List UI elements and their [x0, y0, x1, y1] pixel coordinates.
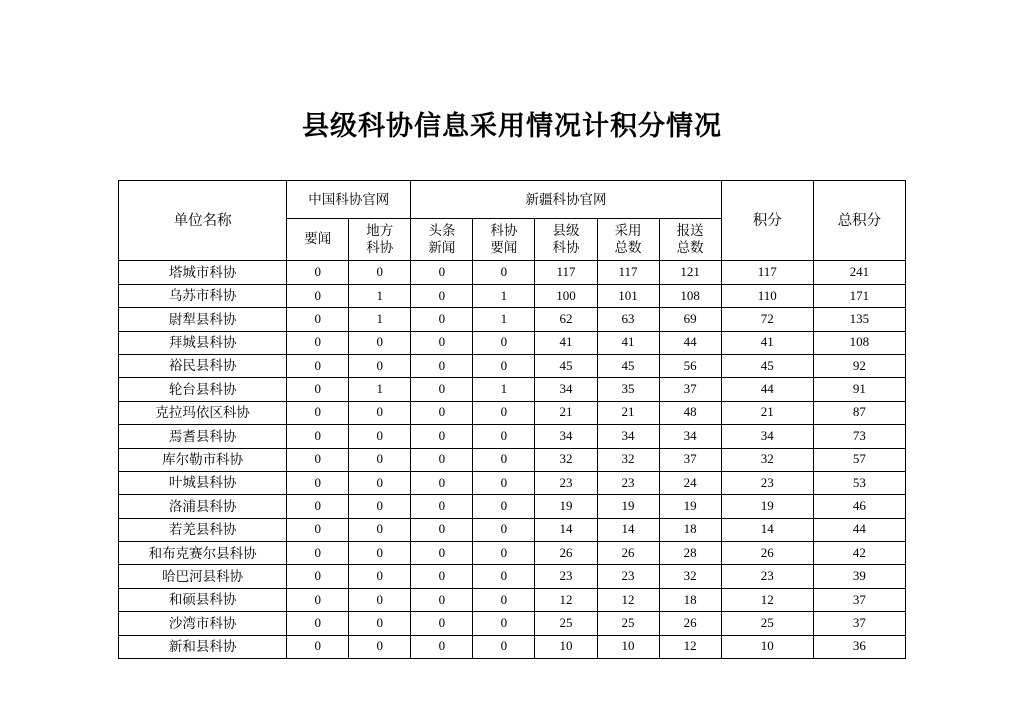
- cell-total: 135: [813, 308, 905, 331]
- cell-value: 48: [659, 401, 721, 424]
- cell-total: 37: [813, 612, 905, 635]
- cell-value: 1: [349, 308, 411, 331]
- cell-value: 62: [535, 308, 597, 331]
- header-sub-toutiao-line2: 新闻: [428, 239, 456, 255]
- cell-value: 101: [597, 284, 659, 307]
- cell-score: 12: [721, 588, 813, 611]
- cell-value: 0: [287, 565, 349, 588]
- table-row: [119, 425, 906, 448]
- cell-value: 0: [473, 331, 535, 354]
- cell-value: 0: [411, 261, 473, 284]
- table-row: [119, 354, 906, 377]
- cell-value: 45: [597, 354, 659, 377]
- cell-value: 121: [659, 261, 721, 284]
- header-sub-xianji-line1: 县级: [552, 223, 580, 239]
- cell-value: 37: [659, 448, 721, 471]
- cell-value: 0: [411, 448, 473, 471]
- cell-value: 56: [659, 354, 721, 377]
- cell-unit: 叶城县科协: [119, 471, 287, 494]
- cell-total: 91: [813, 378, 905, 401]
- cell-value: 63: [597, 308, 659, 331]
- cell-unit: 裕民县科协: [119, 354, 287, 377]
- cell-value: 0: [349, 588, 411, 611]
- cell-value: 0: [473, 354, 535, 377]
- cell-value: 0: [287, 378, 349, 401]
- cell-value: 0: [287, 425, 349, 448]
- cell-value: 0: [473, 588, 535, 611]
- header-sub-difang-kexie: [349, 219, 411, 261]
- header-sub-yaowen: [287, 219, 349, 261]
- header-sub-kexie-yaowen-line1: 科协: [490, 223, 518, 239]
- cell-total: 92: [813, 354, 905, 377]
- cell-value: 25: [597, 612, 659, 635]
- header-sub-difang-line2: 科协: [366, 239, 394, 255]
- cell-value: 0: [411, 425, 473, 448]
- cell-unit: 新和县科协: [119, 635, 287, 658]
- cell-unit: 洛浦县科协: [119, 495, 287, 518]
- header-sub-caiyong-line2: 总数: [614, 239, 642, 255]
- cell-value: 34: [659, 425, 721, 448]
- header-sub-baosong-line2: 总数: [676, 239, 704, 255]
- cell-score: 19: [721, 495, 813, 518]
- cell-value: 0: [287, 331, 349, 354]
- cell-value: 117: [535, 261, 597, 284]
- cell-value: 0: [411, 518, 473, 541]
- cell-value: 10: [535, 635, 597, 658]
- cell-value: 0: [411, 331, 473, 354]
- cell-total: 39: [813, 565, 905, 588]
- cell-value: 18: [659, 588, 721, 611]
- table-row: [119, 635, 906, 658]
- cell-value: 0: [411, 308, 473, 331]
- cell-value: 19: [535, 495, 597, 518]
- cell-score: 26: [721, 542, 813, 565]
- cell-value: 12: [659, 635, 721, 658]
- cell-value: 0: [411, 588, 473, 611]
- cell-unit: 轮台县科协: [119, 378, 287, 401]
- cell-value: 0: [473, 635, 535, 658]
- cell-value: 0: [349, 425, 411, 448]
- cell-unit: 乌苏市科协: [119, 284, 287, 307]
- cell-total: 87: [813, 401, 905, 424]
- cell-unit: 焉耆县科协: [119, 425, 287, 448]
- header-row-groups: [119, 181, 906, 219]
- cell-unit: 沙湾市科协: [119, 612, 287, 635]
- cell-score: 44: [721, 378, 813, 401]
- cell-value: 0: [349, 542, 411, 565]
- cell-unit: 尉犁县科协: [119, 308, 287, 331]
- cell-value: 12: [597, 588, 659, 611]
- cell-value: 0: [287, 261, 349, 284]
- cell-score: 14: [721, 518, 813, 541]
- cell-value: 0: [287, 471, 349, 494]
- cell-total: 44: [813, 518, 905, 541]
- cell-value: 35: [597, 378, 659, 401]
- header-sub-yaowen-line1: 要闻: [304, 231, 332, 247]
- cell-value: 0: [287, 448, 349, 471]
- cell-value: 0: [473, 471, 535, 494]
- cell-value: 0: [473, 518, 535, 541]
- header-sub-xianji-line2: 科协: [552, 239, 580, 255]
- cell-value: 0: [411, 542, 473, 565]
- header-sub-kexie-yaowen: [473, 219, 535, 261]
- cell-value: 26: [659, 612, 721, 635]
- cell-score: 110: [721, 284, 813, 307]
- cell-value: 32: [535, 448, 597, 471]
- cell-score: 23: [721, 471, 813, 494]
- cell-value: 26: [535, 542, 597, 565]
- table-body: [119, 261, 906, 659]
- cell-value: 0: [287, 308, 349, 331]
- header-sub-caiyong-line1: 采用: [614, 223, 642, 239]
- header-sub-xianji-kexie: [535, 219, 597, 261]
- cell-value: 0: [349, 518, 411, 541]
- cell-value: 0: [411, 471, 473, 494]
- cell-value: 0: [349, 401, 411, 424]
- table-row: [119, 588, 906, 611]
- cell-value: 14: [535, 518, 597, 541]
- score-table: [118, 180, 906, 659]
- header-sub-kexie-yaowen-line2: 要闻: [490, 239, 518, 255]
- cell-value: 0: [287, 588, 349, 611]
- cell-total: 42: [813, 542, 905, 565]
- cell-value: 25: [535, 612, 597, 635]
- cell-value: 0: [411, 401, 473, 424]
- cell-value: 1: [349, 378, 411, 401]
- cell-total: 241: [813, 261, 905, 284]
- header-sub-baosong-line1: 报送: [676, 223, 704, 239]
- cell-value: 0: [411, 565, 473, 588]
- cell-value: 0: [473, 261, 535, 284]
- cell-value: 34: [535, 425, 597, 448]
- header-score: 积分: [721, 181, 813, 261]
- cell-unit: 和布克赛尔县科协: [119, 542, 287, 565]
- cell-value: 10: [597, 635, 659, 658]
- header-group-xinjiang-cast: 新疆科协官网: [411, 181, 721, 219]
- cell-value: 21: [597, 401, 659, 424]
- cell-value: 24: [659, 471, 721, 494]
- cell-total: 36: [813, 635, 905, 658]
- cell-value: 0: [349, 612, 411, 635]
- table-row: [119, 331, 906, 354]
- header-group-china-cast: 中国科协官网: [287, 181, 411, 219]
- cell-value: 45: [535, 354, 597, 377]
- cell-value: 0: [473, 495, 535, 518]
- cell-value: 0: [287, 635, 349, 658]
- cell-value: 0: [473, 401, 535, 424]
- table-row: [119, 308, 906, 331]
- header-total-score: 总积分: [813, 181, 905, 261]
- cell-value: 0: [287, 612, 349, 635]
- cell-total: 171: [813, 284, 905, 307]
- cell-value: 0: [473, 542, 535, 565]
- table-row: [119, 378, 906, 401]
- cell-value: 34: [535, 378, 597, 401]
- cell-value: 12: [535, 588, 597, 611]
- cell-score: 34: [721, 425, 813, 448]
- cell-value: 14: [597, 518, 659, 541]
- cell-value: 0: [287, 354, 349, 377]
- cell-value: 0: [287, 495, 349, 518]
- cell-value: 0: [287, 401, 349, 424]
- table-row: [119, 448, 906, 471]
- cell-total: 73: [813, 425, 905, 448]
- table-row: [119, 401, 906, 424]
- cell-value: 0: [411, 378, 473, 401]
- cell-unit: 拜城县科协: [119, 331, 287, 354]
- cell-value: 23: [535, 565, 597, 588]
- header-sub-toutiao-xinwen: [411, 219, 473, 261]
- cell-total: 37: [813, 588, 905, 611]
- cell-score: 10: [721, 635, 813, 658]
- cell-value: 0: [349, 565, 411, 588]
- cell-unit: 和硕县科协: [119, 588, 287, 611]
- cell-value: 0: [349, 495, 411, 518]
- cell-value: 23: [597, 565, 659, 588]
- cell-unit: 库尔勒市科协: [119, 448, 287, 471]
- cell-value: 34: [597, 425, 659, 448]
- cell-value: 21: [535, 401, 597, 424]
- cell-value: 0: [349, 354, 411, 377]
- cell-value: 23: [597, 471, 659, 494]
- cell-value: 0: [287, 542, 349, 565]
- cell-value: 1: [473, 308, 535, 331]
- cell-value: 1: [349, 284, 411, 307]
- cell-value: 0: [473, 425, 535, 448]
- table-header: [119, 181, 906, 261]
- table-row: [119, 284, 906, 307]
- header-sub-baosong-zongshu: [659, 219, 721, 261]
- cell-unit: 克拉玛依区科协: [119, 401, 287, 424]
- cell-value: 108: [659, 284, 721, 307]
- cell-value: 26: [597, 542, 659, 565]
- cell-value: 0: [349, 471, 411, 494]
- cell-value: 19: [597, 495, 659, 518]
- cell-value: 1: [473, 284, 535, 307]
- cell-score: 21: [721, 401, 813, 424]
- header-sub-toutiao-line1: 头条: [428, 223, 456, 239]
- cell-value: 41: [535, 331, 597, 354]
- table-row: [119, 518, 906, 541]
- cell-total: 46: [813, 495, 905, 518]
- cell-value: 32: [597, 448, 659, 471]
- cell-value: 37: [659, 378, 721, 401]
- page-title: 县级科协信息采用情况计积分情况: [302, 111, 722, 141]
- cell-total: 108: [813, 331, 905, 354]
- cell-value: 0: [411, 495, 473, 518]
- table-row: [119, 612, 906, 635]
- cell-score: 23: [721, 565, 813, 588]
- cell-value: 19: [659, 495, 721, 518]
- cell-total: 57: [813, 448, 905, 471]
- cell-value: 28: [659, 542, 721, 565]
- cell-score: 45: [721, 354, 813, 377]
- table-row: [119, 471, 906, 494]
- cell-value: 23: [535, 471, 597, 494]
- cell-value: 0: [411, 635, 473, 658]
- cell-value: 1: [473, 378, 535, 401]
- cell-value: 0: [411, 284, 473, 307]
- cell-value: 0: [349, 448, 411, 471]
- header-sub-difang-line1: 地方: [366, 223, 394, 239]
- table-row: [119, 542, 906, 565]
- cell-value: 18: [659, 518, 721, 541]
- cell-score: 32: [721, 448, 813, 471]
- header-unit-name: 单位名称: [119, 181, 287, 261]
- cell-value: 100: [535, 284, 597, 307]
- cell-value: 0: [349, 331, 411, 354]
- table-row: [119, 495, 906, 518]
- cell-value: 0: [287, 284, 349, 307]
- cell-value: 0: [473, 612, 535, 635]
- cell-unit: 若羌县科协: [119, 518, 287, 541]
- cell-value: 0: [349, 635, 411, 658]
- cell-total: 53: [813, 471, 905, 494]
- cell-value: 0: [411, 354, 473, 377]
- cell-score: 25: [721, 612, 813, 635]
- cell-value: 0: [349, 261, 411, 284]
- cell-score: 117: [721, 261, 813, 284]
- cell-unit: 哈巴河县科协: [119, 565, 287, 588]
- cell-value: 0: [473, 565, 535, 588]
- cell-score: 72: [721, 308, 813, 331]
- cell-value: 117: [597, 261, 659, 284]
- table-row: [119, 565, 906, 588]
- cell-value: 69: [659, 308, 721, 331]
- cell-value: 0: [411, 612, 473, 635]
- cell-value: 0: [473, 448, 535, 471]
- header-sub-caiyong-zongshu: [597, 219, 659, 261]
- cell-value: 0: [287, 518, 349, 541]
- cell-value: 32: [659, 565, 721, 588]
- table-row: [119, 261, 906, 284]
- table-container: [0, 180, 1024, 659]
- cell-score: 41: [721, 331, 813, 354]
- cell-value: 41: [597, 331, 659, 354]
- cell-value: 44: [659, 331, 721, 354]
- cell-unit: 塔城市科协: [119, 261, 287, 284]
